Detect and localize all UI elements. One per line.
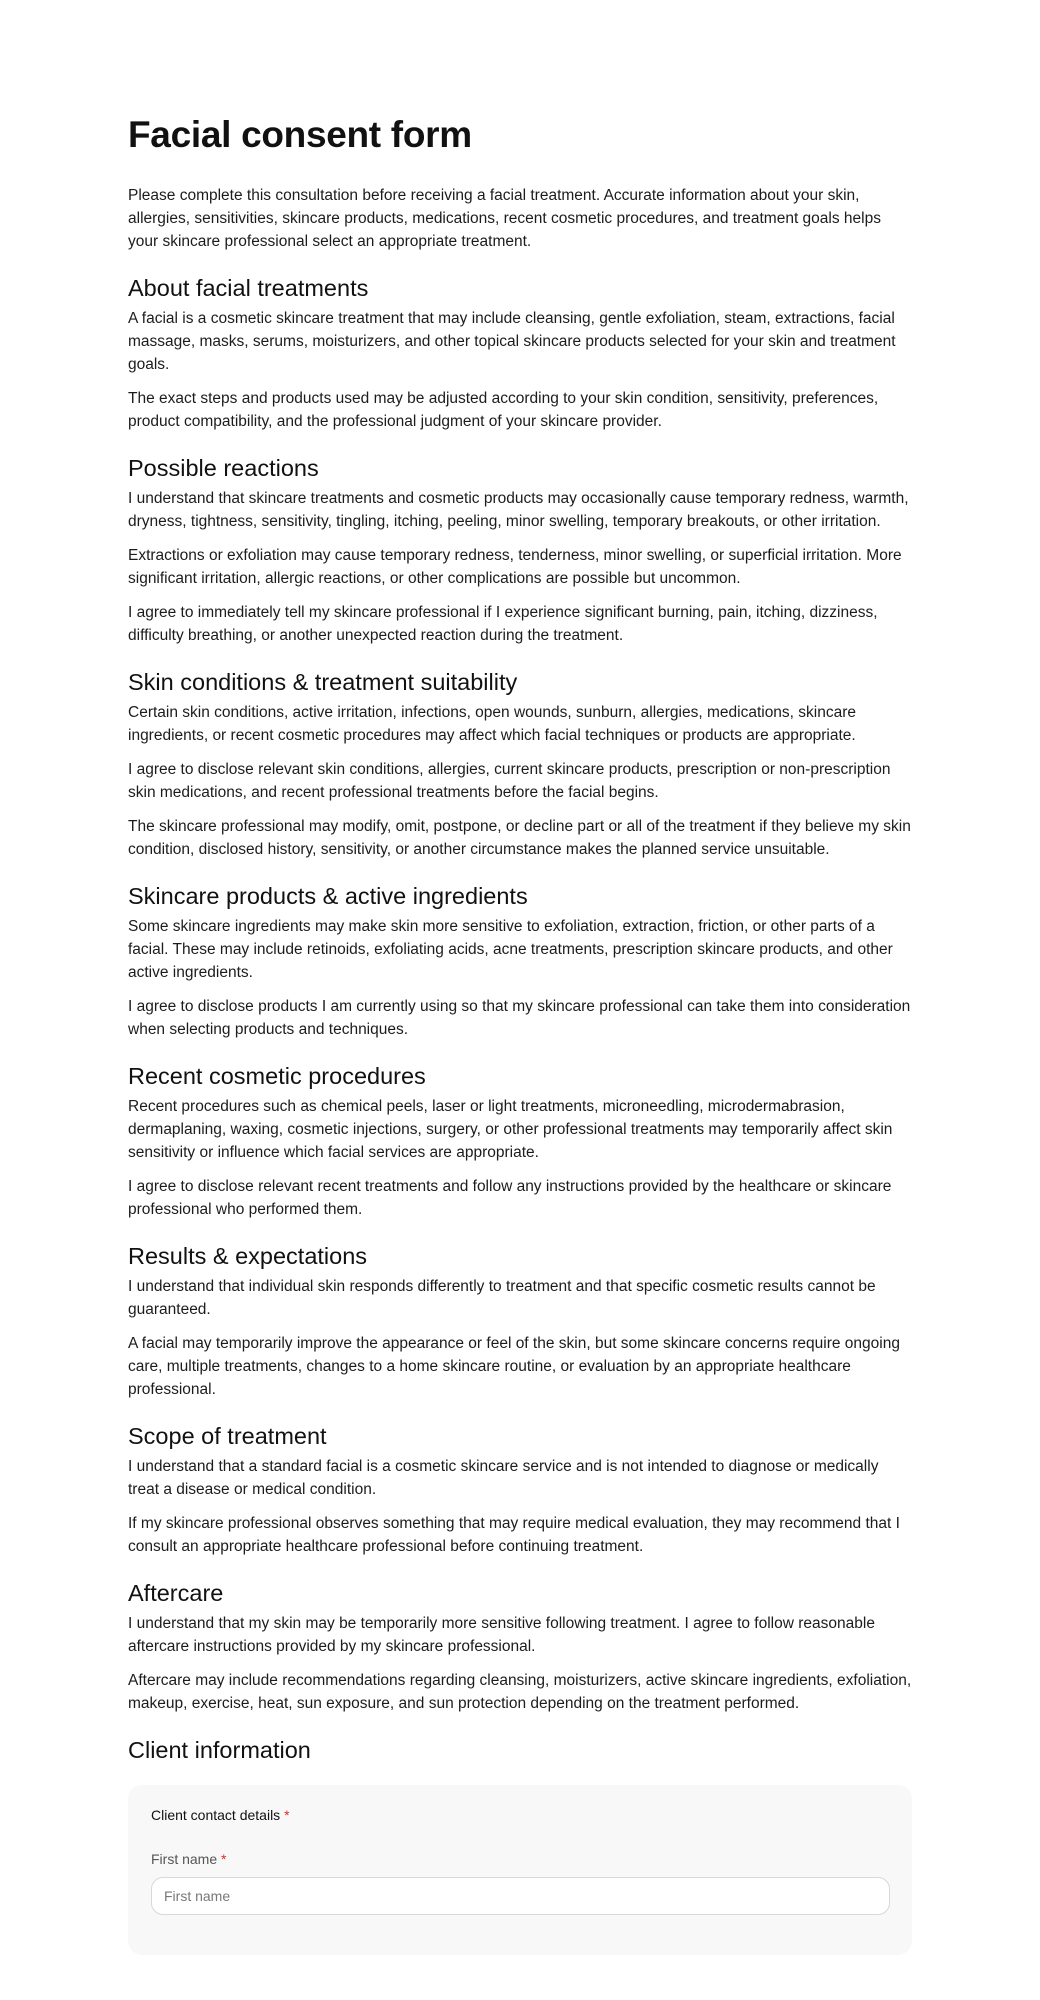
section-paragraph: Extractions or exfoliation may cause temporary redness, tenderness, minor swelling, or superficial irritation. More significant irritation, allergic reactions, or other complications are possible but uncommon. (128, 547, 902, 587)
section-paragraph: The skincare professional may modify, omit, postpone, or decline part or all of the treatment if they believe my skin condition, disclosed history, sensitivity, or another circumstance makes the planned service unsuitable. (128, 818, 911, 858)
section-paragraph: Recent procedures such as chemical peels, laser or light treatments, microneedling, microdermabrasion, dermaplaning, waxing, cosmetic injections, surgery, or other professional treatments may temporarily affect skin sensitivity or influence which facial services are appropriate. (128, 1098, 893, 1161)
section-paragraph: Some skincare ingredients may make skin more sensitive to exfoliation, extraction, friction, or other parts of a facial. These may include retinoids, exfoliating acids, acne treatments, prescription skincare products, and other active ingredients. (128, 918, 893, 981)
section-heading: Results & expectations (128, 1243, 368, 1269)
section-paragraph: I understand that a standard facial is a cosmetic skincare service and is not intended to diagnose or medically treat a disease or medical condition. (128, 1458, 879, 1498)
section-paragraph: I agree to immediately tell my skincare professional if I experience significant burning, pain, itching, dizziness, difficulty breathing, or another unexpected reaction during the treatment. (128, 604, 878, 644)
section-heading: Possible reactions (128, 455, 319, 481)
section-paragraph: Certain skin conditions, active irritation, infections, open wounds, sunburn, allergies, medications, skincare ingredients, or recent cosmetic procedures may affect which facial techniques or products are appropriate. (128, 704, 857, 744)
section-paragraph: If my skincare professional observes something that may require medical evaluation, they may recommend that I consult an appropriate healthcare professional before continuing treatment. (128, 1515, 900, 1555)
section-paragraph: A facial is a cosmetic skincare treatment that may include cleansing, gentle exfoliation, steam, extractions, facial massage, masks, serums, moisturizers, and other topical skincare products selected for your skin and treatment goals. (128, 310, 896, 373)
section-paragraph: I understand that skincare treatments and cosmetic products may occasionally cause temporary redness, warmth, dryness, tightness, sensitivity, tingling, itching, peeling, minor swelling, temporary breakouts, or other irritation. (128, 490, 909, 530)
section-paragraph: I understand that my skin may be temporarily more sensitive following treatment. I agree to follow reasonable aftercare instructions provided by my skincare professional. (128, 1615, 875, 1655)
section-heading: Scope of treatment (128, 1423, 327, 1449)
section-possible-reactions (128, 453, 912, 647)
section-paragraph: I understand that individual skin responds differently to treatment and that specific cosmetic results cannot be guaranteed. (128, 1278, 876, 1318)
required-asterisk: * (284, 1807, 290, 1823)
first-name-input[interactable] (151, 1877, 890, 1915)
page-title: Facial consent form (128, 114, 472, 155)
section-heading: Aftercare (128, 1580, 224, 1606)
section-heading: Recent cosmetic procedures (128, 1063, 426, 1089)
section-aftercare (128, 1578, 912, 1715)
section-about (128, 273, 912, 433)
section-heading: Skin conditions & treatment suitability (128, 669, 518, 695)
section-skin-conditions (128, 667, 912, 861)
required-asterisk: * (221, 1851, 227, 1867)
section-results (128, 1241, 912, 1401)
intro-text: Please complete this consultation before receiving a facial treatment. Accurate information about your skin, allergies, sensitivities, skincare products, medications, recent cosmetic procedures, and treatment goals helps your skincare professional select an appropriate treatment. (128, 187, 881, 250)
client-information-heading: Client information (128, 1737, 311, 1763)
section-paragraph: The exact steps and products used may be adjusted according to your skin condition, sensitivity, preferences, product compatibility, and the professional judgment of your skincare provider. (128, 390, 879, 430)
section-scope (128, 1421, 912, 1558)
section-heading: About facial treatments (128, 275, 369, 301)
section-paragraph: A facial may temporarily improve the appearance or feel of the skin, but some skincare concerns require ongoing care, multiple treatments, changes to a home skincare routine, or evaluation by an appropriate healthcare professional. (128, 1335, 900, 1398)
form-content (128, 112, 912, 1955)
client-contact-label: Client contact details (151, 1807, 281, 1823)
section-recent-procedures (128, 1061, 912, 1221)
first-name-label-text: First name (151, 1851, 218, 1867)
section-paragraph: I agree to disclose relevant skin conditions, allergies, current skincare products, prescription or non-prescription skin medications, and recent professional treatments before the facial begins. (128, 761, 891, 801)
section-paragraph: I agree to disclose relevant recent treatments and follow any instructions provided by the healthcare or skincare professional who performed them. (128, 1178, 892, 1218)
section-heading: Skincare products & active ingredients (128, 883, 528, 909)
section-paragraph: I agree to disclose products I am currently using so that my skincare professional can take them into consideration when selecting products and techniques. (128, 998, 911, 1038)
client-contact-card (128, 1785, 912, 1955)
section-paragraph: Aftercare may include recommendations regarding cleansing, moisturizers, active skincare ingredients, exfoliation, makeup, exercise, heat, sun exposure, and sun protection depending on the treatment performed. (128, 1672, 912, 1712)
section-skincare-products (128, 881, 912, 1041)
first-name-label (151, 1849, 890, 1869)
client-contact-title (151, 1805, 890, 1825)
